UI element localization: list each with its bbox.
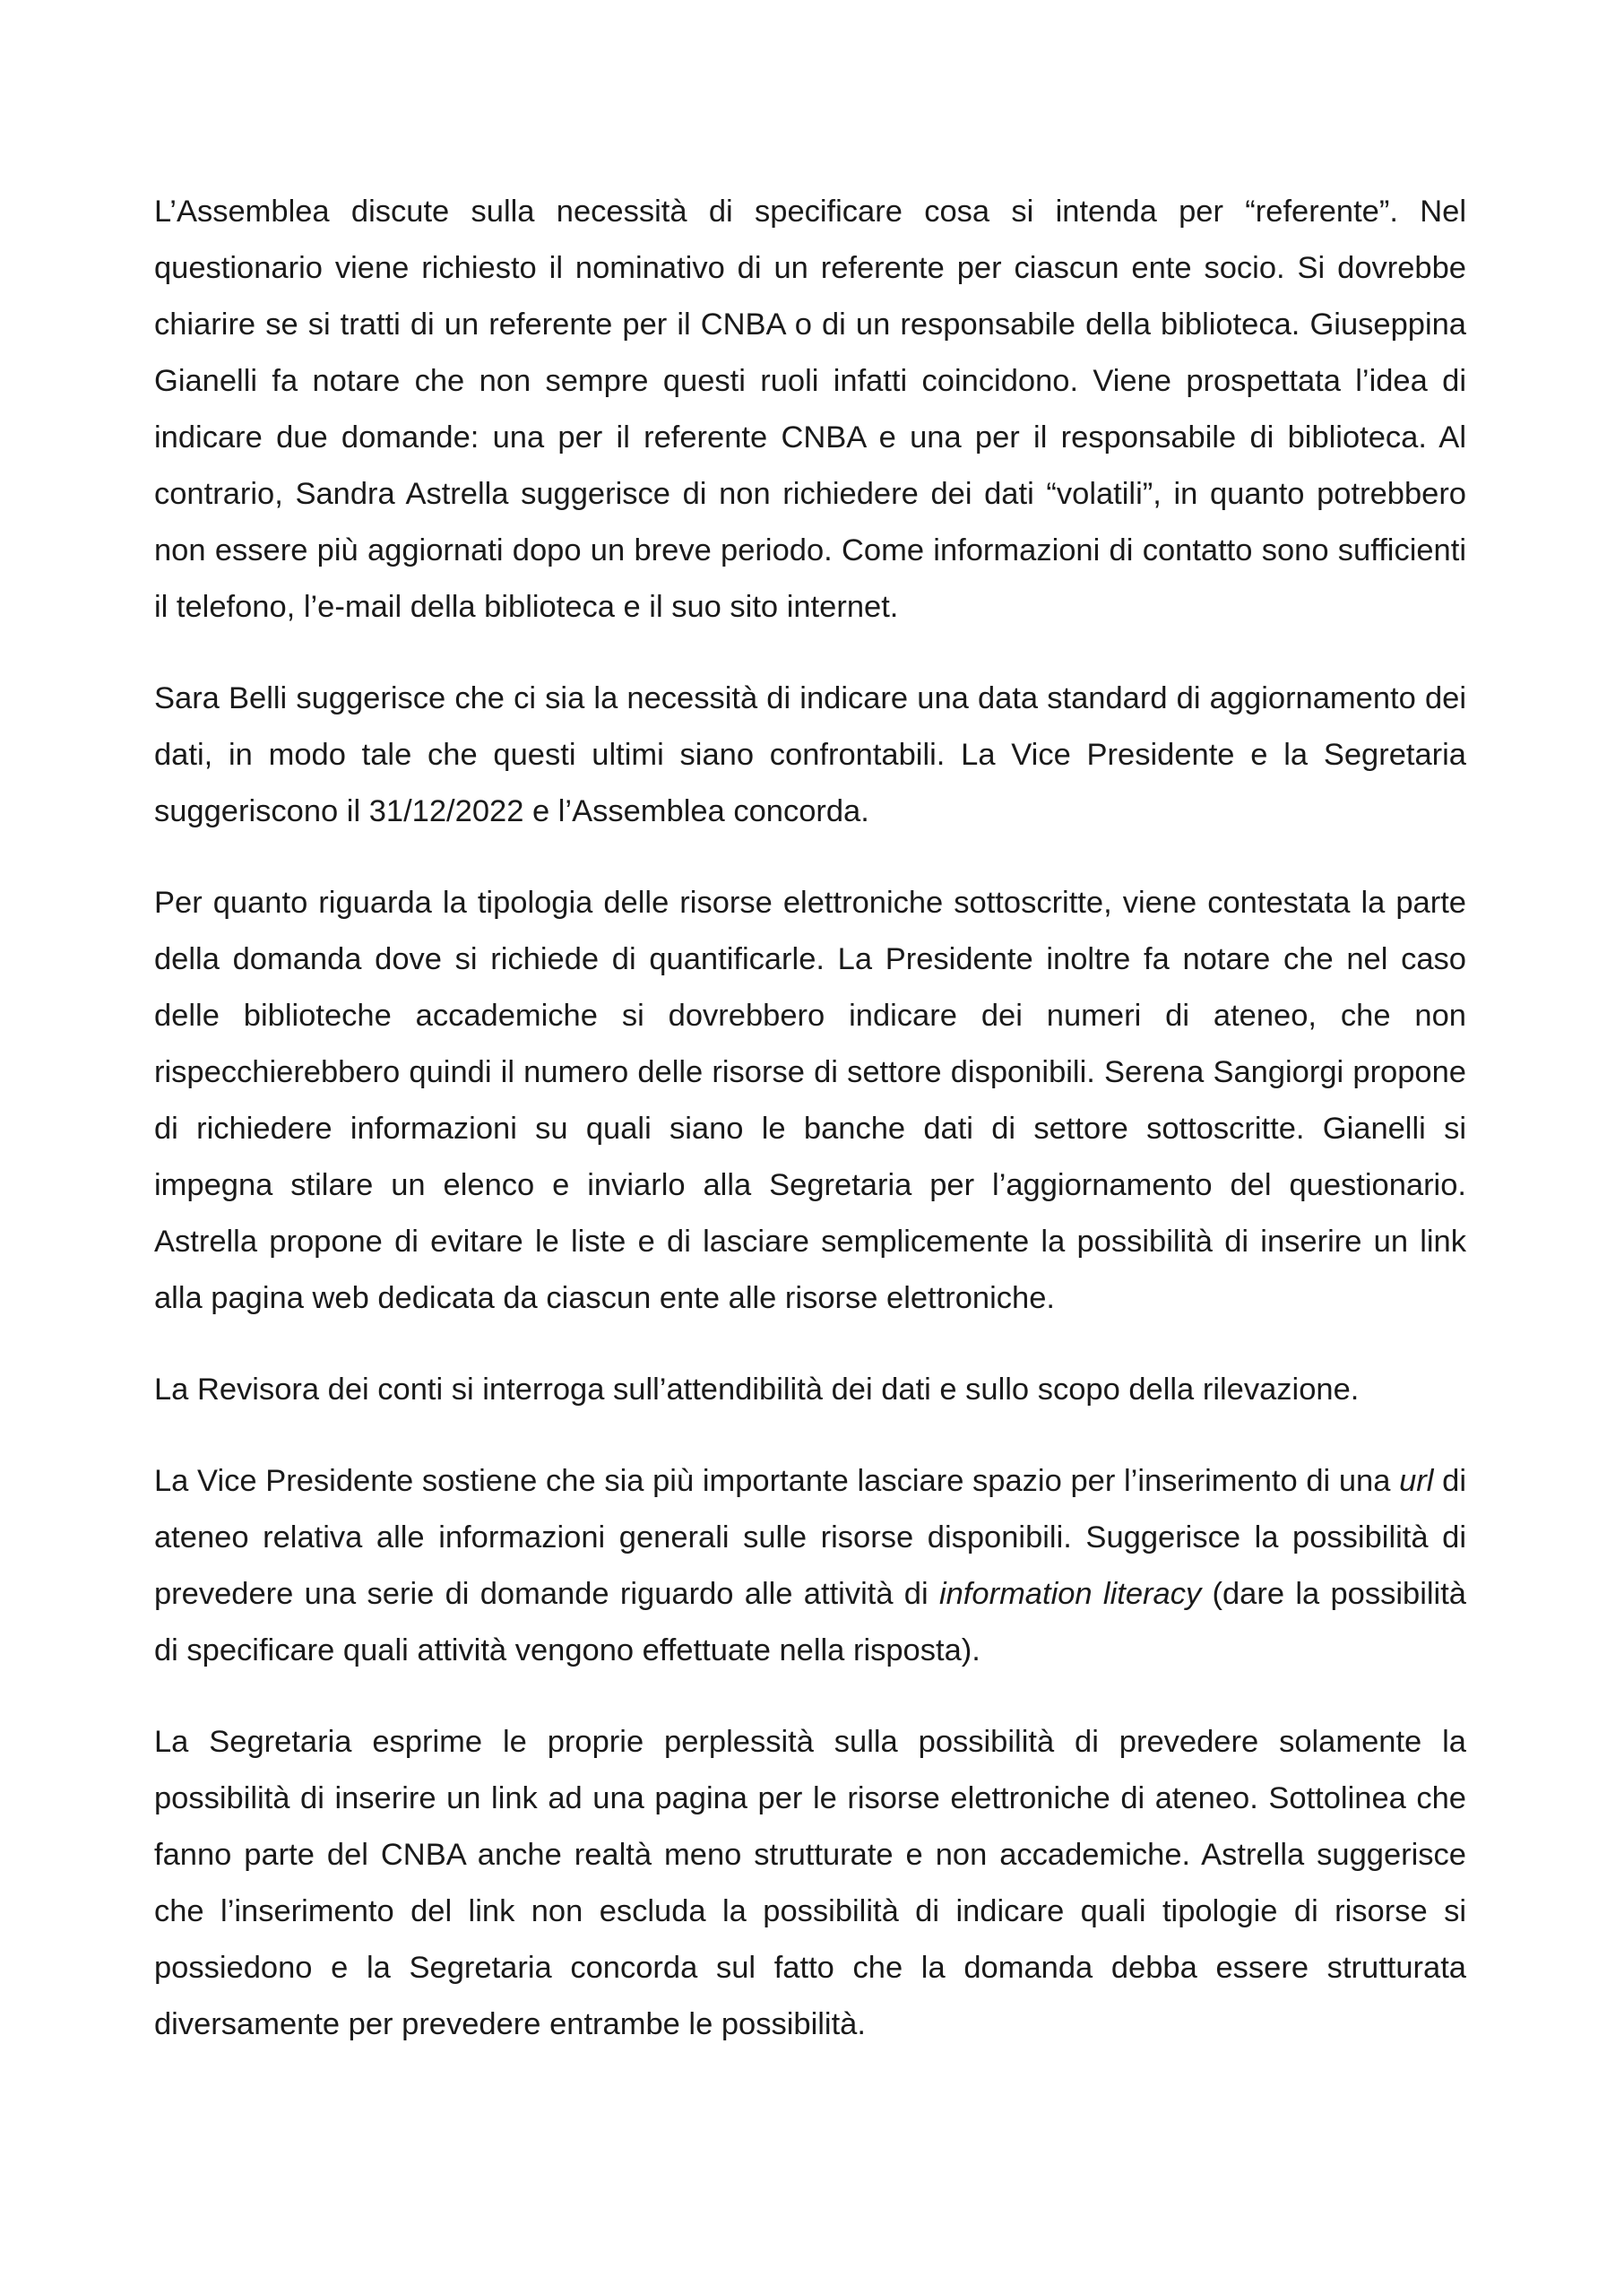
paragraph-text: di ateneo relativa alle informazioni generali sulle risorse disponibili. Suggerisce la possibilità di prevedere una serie di domande riguardo alle attività di <box>154 1464 1466 1611</box>
paragraph-text: L’Assemblea discute sulla necessità di specificare cosa si intenda per “referente”. Nel questionario viene richiesto il nominativo di un referente per ciascun ente socio. Si dovrebbe chiarire se si tratti di un referente per il CNBA o di un responsabile della biblioteca. Giuseppina Gianelli fa notare che non sempre questi ruoli infatti coincidono. Viene prospettata l’idea di indicare due domande: una per il referente CNBA e una per il responsabile di biblioteca. Al contrario, Sandra Astrella suggerisce di non richiedere dei dati “volatili”, in quanto potrebbero non essere più aggiornati dopo un breve periodo. Come informazioni di contatto sono sufficienti il telefono, l’e-mail della biblioteca e il suo sito internet. <box>154 195 1466 624</box>
paragraph-data-aggiornamento <box>154 671 1466 840</box>
paragraph-revisora <box>154 1362 1466 1418</box>
italic-term-url: url <box>1399 1464 1434 1498</box>
paragraph-segretaria <box>154 1714 1466 2053</box>
paragraph-text: La Vice Presidente sostiene che sia più importante lasciare spazio per l’inserimento di una <box>154 1464 1400 1498</box>
paragraph-text: La Revisora dei conti si interroga sull’attendibilità dei dati e sullo scopo della rilevazione. <box>154 1373 1360 1407</box>
paragraph-referente <box>154 184 1466 636</box>
paragraph-risorse-elettroniche <box>154 875 1466 1327</box>
paragraph-text: Per quanto riguarda la tipologia delle risorse elettroniche sottoscritte, viene contestata la parte della domanda dove si richiede di quantificarle. La Presidente inoltre fa notare che nel caso delle biblioteche accademiche si dovrebbero indicare dei numeri di ateneo, che non rispecchierebbero quindi il numero delle risorse di settore disponibili. Serena Sangiorgi propone di richiedere informazioni su quali siano le banche dati di settore sottoscritte. Gianelli si impegna stilare un elenco e inviarlo alla Segretaria per l’aggiornamento del questionario. Astrella propone di evitare le liste e di lasciare semplicemente la possibilità di inserire un link alla pagina web dedicata da ciascun ente alle risorse elettroniche. <box>154 886 1466 1315</box>
italic-term-information-literacy: information literacy <box>938 1577 1202 1611</box>
paragraph-text: La Segretaria esprime le proprie perplessità sulla possibilità di prevedere solamente la possibilità di inserire un link ad una pagina per le risorse elettroniche di ateneo. Sottolinea che fanno parte del CNBA anche realtà meno strutturate e non accademiche. Astrella suggerisce che l’inserimento del link non escluda la possibilità di indicare quali tipologie di risorse si possiedono e la Segretaria concorda sul fatto che la domanda debba essere strutturata diversamente per prevedere entrambe le possibilità. <box>154 1725 1466 2041</box>
paragraph-text: (dare la possibilità di specificare quali attività vengono effettuate nella risposta). <box>154 1577 1466 1667</box>
paragraph-text: Sara Belli suggerisce che ci sia la necessità di indicare una data standard di aggiornamento dei dati, in modo tale che questi ultimi siano confrontabili. La Vice Presidente e la Segretaria suggeriscono il 31/12/2022 e l’Assemblea concorda. <box>154 681 1466 828</box>
paragraph-vice-presidente <box>154 1453 1466 1679</box>
